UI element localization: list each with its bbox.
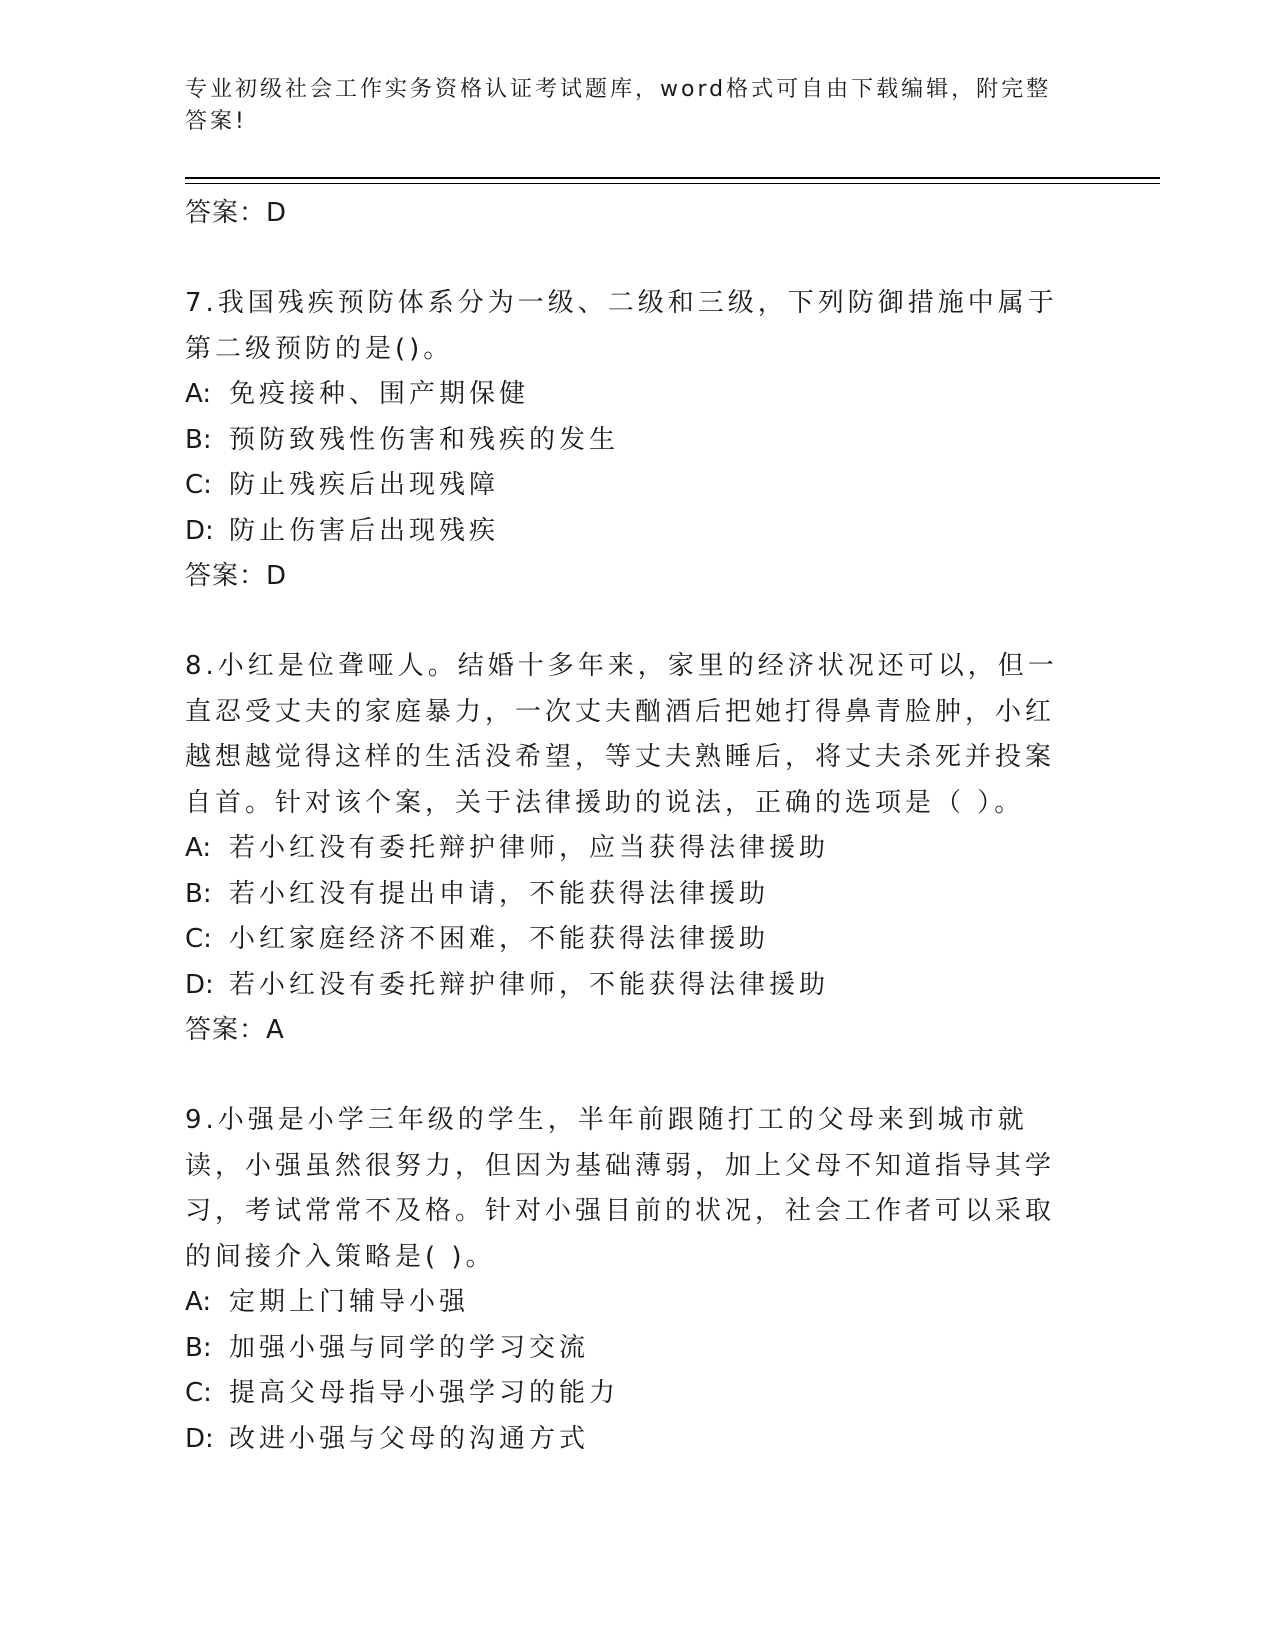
option-a <box>185 826 1075 872</box>
answer-line <box>185 1008 1075 1052</box>
answer-prefix: 答案： <box>185 1015 267 1045</box>
option-text: 改进小强与父母的沟通方式 <box>229 1423 590 1454</box>
option-text: 若小红没有委托辩护律师，不能获得法律援助 <box>229 969 830 1000</box>
option-letter: A: <box>185 833 212 863</box>
question-7 <box>185 281 1075 598</box>
option-letter: D: <box>185 969 214 1000</box>
option-text: 若小红没有提出申请，不能获得法律援助 <box>229 878 770 909</box>
option-letter: B: <box>185 878 212 909</box>
option-d <box>185 963 1075 1009</box>
spacer <box>185 598 1075 644</box>
option-text: 预防致残性伤害和残疾的发生 <box>229 424 620 455</box>
option-b <box>185 1326 1075 1372</box>
option-text: 提高父母指导小强学习的能力 <box>229 1378 620 1408</box>
option-letter: C: <box>185 924 212 954</box>
option-c <box>185 463 1075 509</box>
question-8 <box>185 644 1075 1052</box>
question-stem: 7.我国残疾预防体系分为一级、二级和三级，下列防御措施中属于第二级预防的是()。 <box>185 288 1058 364</box>
option-c <box>185 917 1075 963</box>
question-9 <box>185 1098 1075 1462</box>
answer-value: A <box>266 1015 285 1045</box>
option-text: 加强小强与同学的学习交流 <box>229 1332 590 1363</box>
option-text: 定期上门辅导小强 <box>229 1287 470 1317</box>
answer-value: D <box>266 198 288 228</box>
option-letter: B: <box>185 424 212 455</box>
option-text: 小红家庭经济不困难，不能获得法律援助 <box>229 924 770 954</box>
option-text: 免疫接种、围产期保健 <box>229 379 530 409</box>
answer-line <box>185 554 1075 598</box>
option-a <box>185 1280 1075 1326</box>
option-c <box>185 1371 1075 1417</box>
answer-line-previous <box>185 191 1075 235</box>
header-rule-thin <box>185 183 1160 184</box>
header-rule-thick <box>185 177 1160 179</box>
option-text: 防止伤害后出现残疾 <box>229 515 500 546</box>
option-d <box>185 1417 1075 1463</box>
document-body <box>185 191 1075 1462</box>
option-a <box>185 372 1075 418</box>
option-letter: C: <box>185 1378 212 1408</box>
option-letter: D: <box>185 1423 214 1454</box>
option-letter: C: <box>185 470 212 500</box>
answer-prefix: 答案： <box>185 561 267 591</box>
option-text: 若小红没有委托辩护律师，应当获得法律援助 <box>229 833 830 863</box>
option-b <box>185 872 1075 918</box>
option-letter: A: <box>185 1287 212 1317</box>
option-letter: A: <box>185 379 212 409</box>
option-b <box>185 418 1075 464</box>
answer-value: D <box>266 561 288 591</box>
answer-prefix: 答案： <box>185 198 267 228</box>
spacer <box>185 1052 1075 1098</box>
option-letter: B: <box>185 1332 212 1363</box>
spacer <box>185 235 1075 281</box>
question-stem: 8.小红是位聋哑人。结婚十多年来，家里的经济状况还可以，但一直忍受丈夫的家庭暴力，一次丈夫酗酒后把她打得鼻青脸肿，小红越想越觉得这样的生活没希望，等丈夫熟睡后，将丈夫杀死并投案自首。针对该个案，关于法律援助的说法，正确的选项是（ ）。 <box>185 651 1058 818</box>
page-header: 专业初级社会工作实务资格认证考试题库，word格式可自由下载编辑，附完整答案! <box>185 77 1052 134</box>
option-letter: D: <box>185 515 214 546</box>
option-d <box>185 509 1075 555</box>
option-text: 防止残疾后出现残障 <box>229 470 500 500</box>
question-stem: 9.小强是小学三年级的学生，半年前跟随打工的父母来到城市就读，小强虽然很努力，但因为基础薄弱，加上父母不知道指导其学习，考试常常不及格。针对小强目前的状况，社会工作者可以采取的间接介入策略是( )。 <box>185 1105 1056 1272</box>
